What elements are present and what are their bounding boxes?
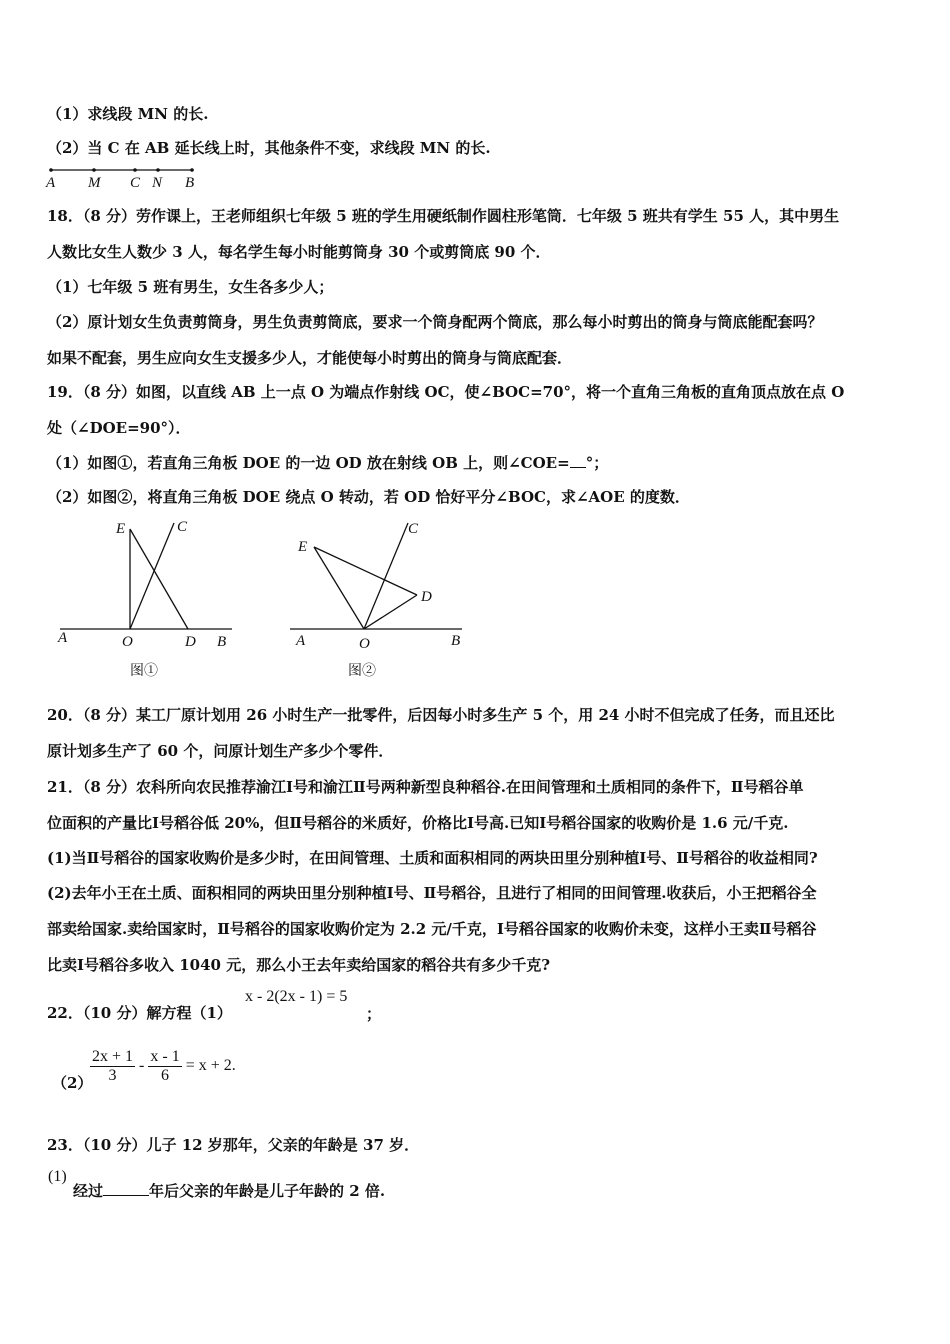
q19-part1-unit: °；: [585, 454, 609, 472]
answer-blank: [103, 1195, 149, 1196]
fraction-1-numerator: 2x + 1: [92, 1048, 134, 1065]
q21-line1: 21．（8 分）农科所向农民推荐渝江Ⅰ号和渝江Ⅱ号两种新型良种稻谷.在田间管理和土质相同的条件下，Ⅱ号稻谷单: [47, 778, 804, 796]
fig2-caption: 图②: [348, 664, 376, 679]
q18-line5: 如果不配套，男生应向女生支援多少人，才能使每小时剪出的筒身与筒底配套．: [47, 349, 573, 367]
q20-line1: 20．（8 分）某工厂原计划用 26 小时生产一批零件，后因每小时多生产 5 个，用 24 小时不但完成了任务，而且还比: [47, 706, 835, 724]
fraction-2-denominator: 6: [161, 1067, 170, 1084]
q17-part1: （1）求线段 MN 的长.: [47, 105, 209, 123]
q20-line2: 原计划多生产了 60 个，问原计划生产多少个零件．: [47, 742, 394, 760]
right-hand-side: = x + 2: [185, 1057, 232, 1075]
fig1-label-c: C: [177, 519, 188, 535]
fig2-label-b: B: [451, 633, 461, 649]
fig1-label-o: O: [122, 634, 133, 650]
q21-line2: 位面积的产量比Ⅰ号稻谷低 20%，但Ⅱ号稻谷的米质好，价格比Ⅰ号高.已知Ⅰ号稻谷国家的收购价是 1.6 元/千克.: [47, 814, 789, 832]
q18-part1: （1）七年级 5 班有男生，女生各多少人；: [47, 278, 334, 296]
q22-equation-2: [90, 1048, 236, 1085]
label-a: A: [46, 175, 56, 191]
side-ed: [130, 529, 188, 629]
fraction-1: [90, 1048, 135, 1085]
ray-oc: [130, 523, 174, 629]
q21-part1: (1)当Ⅱ号稻谷的国家收购价是多少时，在田间管理、土质和面积相同的两块田里分别种植Ⅰ号、Ⅱ号稻谷的收益相同?: [47, 849, 818, 867]
minus-sign: -: [139, 1057, 145, 1075]
label-c: C: [130, 175, 141, 191]
fig1-caption: 图①: [130, 664, 158, 679]
point-m: [92, 168, 96, 172]
fig1-label-a: A: [58, 630, 68, 646]
point-c: [133, 168, 137, 172]
q18-line1: 18．（8 分）劳作课上，王老师组织七年级 5 班的学生用硬纸制作圆柱形笔筒．七年级 5 班共有学生 55 人，其中男生: [47, 207, 840, 225]
point-a: [49, 168, 53, 172]
q22-line1: 22．（10 分）解方程（1）: [47, 1004, 232, 1022]
q19-figure-2: [284, 515, 474, 655]
fig2-label-e: E: [298, 539, 308, 555]
q17-segment-figure: [40, 162, 210, 192]
side-ed: [314, 547, 417, 595]
q19-part1: [47, 453, 608, 473]
label-n: N: [152, 175, 163, 191]
q19-part2: （2）如图②，将直角三角板 DOE 绕点 O 转动，若 OD 恰好平分∠BOC，求∠AOE 的度数．: [47, 488, 690, 506]
q19-line1: 19．（8 分）如图，以直线 AB 上一点 O 为端点作射线 OC，使∠BOC=70°，将一个直角三角板的直角顶点放在点 O: [47, 383, 845, 401]
q17-part2: （2）当 C 在 AB 延长线上时，其他条件不变，求线段 MN 的长.: [47, 139, 491, 157]
fig2-label-c: C: [408, 521, 419, 537]
q23-line1: 23．（10 分）儿子 12 岁那年，父亲的年龄是 37 岁．: [47, 1136, 420, 1154]
q21-part2: (2)去年小王在土质、面积相同的两块田里分别种植Ⅰ号、Ⅱ号稻谷，且进行了相同的田间管理.收获后，小王把稻谷全: [47, 884, 817, 902]
q19-line2: 处（∠DOE=90°）．: [47, 419, 191, 437]
fig1-label-b: B: [217, 634, 227, 650]
q22-part2-label: （2）: [52, 1074, 93, 1092]
label-b: B: [185, 175, 195, 191]
equation-end: .: [231, 1057, 236, 1075]
ray-oc: [364, 523, 408, 629]
fig1-label-d: D: [185, 634, 196, 650]
q18-line2: 人数比女生人数少 3 人，每名学生每小时能剪筒身 30 个或剪筒底 90 个．: [47, 243, 551, 261]
fig2-label-a: A: [296, 633, 306, 649]
q19-figure-1: [52, 515, 242, 655]
fig2-label-d: D: [421, 589, 432, 605]
q23-part1-number: (1): [48, 1168, 67, 1185]
q21-line6: 比卖Ⅰ号稻谷多收入 1040 元，那么小王去年卖给国家的稻谷共有多少千克?: [47, 956, 551, 974]
point-b: [190, 168, 194, 172]
q21-line5: 部卖给国家.卖给国家时，Ⅱ号稻谷的国家收购价定为 2.2 元/千克，Ⅰ号稻谷国家的收购价未变，这样小王卖Ⅱ号稻谷: [47, 920, 817, 938]
q18-part2: （2）原计划女生负责剪筒身，男生负责剪筒底，要求一个筒身配两个筒底，那么每小时剪出的筒身与筒底能配套吗？: [47, 313, 823, 331]
q22-semicolon: ；: [366, 1005, 382, 1023]
fraction-2-numerator: x - 1: [150, 1048, 180, 1065]
q23-part1-text-a: 经过: [73, 1182, 104, 1200]
label-m: M: [88, 175, 101, 191]
q19-part1-text: （1）如图①，若直角三角板 DOE 的一边 OD 放在射线 OB 上，则∠COE=: [47, 454, 570, 472]
q22-equation-1: x - 2(2x - 1) = 5: [245, 988, 348, 1005]
fraction-1-denominator: 3: [108, 1067, 117, 1084]
side-od: [364, 595, 417, 629]
answer-blank: [570, 467, 586, 468]
fraction-2: [148, 1048, 181, 1085]
point-n: [156, 168, 160, 172]
q23-part1-text-b: 年后父亲的年龄是儿子年龄的 2 倍.: [149, 1182, 386, 1200]
fig1-label-e: E: [116, 521, 126, 537]
fig2-label-o: O: [359, 636, 370, 652]
q23-part1: [73, 1181, 385, 1201]
